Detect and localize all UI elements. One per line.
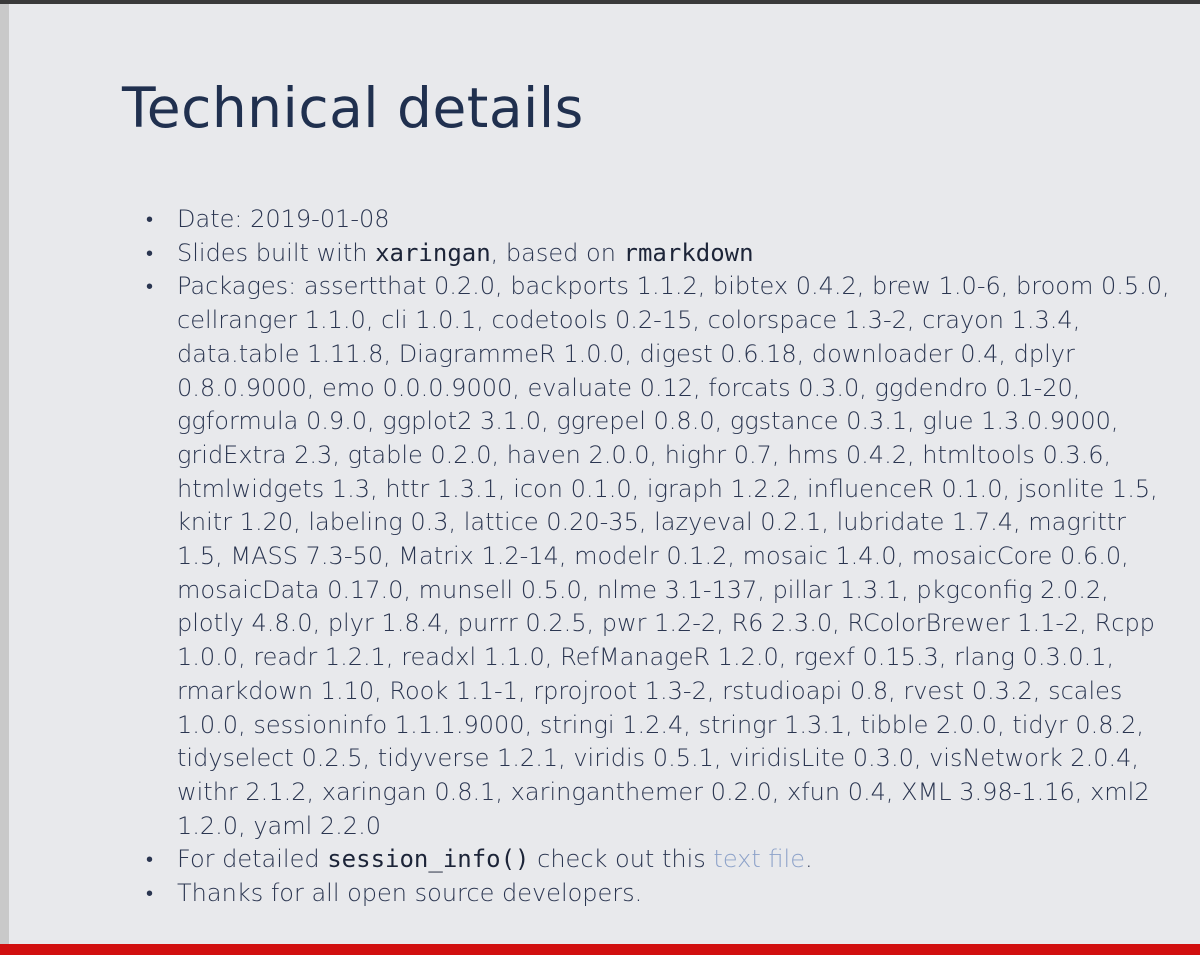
packages-text: Packages: assertthat 0.2.0, backports 1.1.2, bibtex 0.4.2, brew 1.0-6, broom 0.5.0, cellranger 1.1.0, cli 1.0.1, codetools 0.2-15, colorspace 1.3-2, crayon 1.3.4, data.table 1.11.8, DiagrammeR 1.0.0, digest 0.6.18, downloader 0.4, dplyr 0.8.0.9000, emo 0.0.0.9000, evaluate 0.12, forcats 0.3.0, ggdendro 0.1-20, ggformula 0.9.0, ggplot2 3.1.0, ggrepel 0.8.0, ggstance 0.3.1, glue 1.3.0.9000, gridExtra 2.3, gtable 0.2.0, haven 2.0.0, highr 0.7, hms 0.4.2, htmltools 0.3.6, htmlwidgets 1.3, httr 1.3.1, icon 0.1.0, igraph 1.2.2, influenceR 0.1.0, jsonlite 1.5, knitr 1.20, labeling 0.3, lattice 0.20-35, lazyeval 0.2.1, lubridate 1.7.4, magrittr 1.5, MASS 7.3-50, Matrix 1.2-14, modelr 0.1.2, mosaic 1.4.0, mosaicCore 0.6.0, mosaicData 0.17.0, munsell 0.5.0, nlme 3.1-137, pillar 1.3.1, pkgconfig 2.0.2, plotly 4.8.0, plyr 1.8.4, purrr 0.2.5, pwr 1.2-2, R6 2.3.0, RColorBrewer 1.1-2, Rcpp 1.0.0, readr 1.2.1, readxl 1.1.0, RefManageR 1.2.0, rgexf 0.15.3, rlang 0.3.0.1, rmarkdown 1.10, Rook 1.1-1, rprojroot 1.3-2, rstudioapi 0.8, rvest 0.3.2, scales 1.0.0, sessioninfo 1.1.1.9000, stringi 1.2.4, stringr 1.3.1, tibble 2.0.0, tidyr 0.8.2, tidyselect 0.2.5, tidyverse 1.2.1, viridis 0.5.1, viridisLite 0.3.0, visNetwork 2.0.4, withr 2.1.2, xaringan 0.8.1, xaringanthemer 0.2.0, xfun 0.4, XML 3.98-1.16, xml2 1.2.0, yaml 2.2.0 [177, 272, 1170, 840]
list-item-slides [146, 237, 1177, 271]
slides-prefix: Slides built with [177, 238, 376, 267]
details-list [146, 203, 1177, 911]
list-item-session [146, 843, 1177, 877]
session-middle: check out this [529, 845, 714, 874]
text-file-link[interactable]: text file [713, 845, 805, 874]
session-suffix: . [804, 845, 813, 874]
slide-left-edge [0, 4, 9, 944]
slides-middle: , based on [490, 238, 624, 267]
slide [9, 4, 1200, 944]
thanks-text: Thanks for all open source developers. [177, 879, 643, 908]
bullet-icon: • [146, 274, 154, 299]
slide-title: Technical details [122, 76, 584, 140]
list-item-packages [146, 270, 1177, 843]
progress-bar [0, 944, 1200, 955]
bullet-icon: • [146, 881, 154, 906]
session-prefix: For detailed [177, 845, 328, 874]
bullet-icon: • [146, 207, 154, 231]
bullet-icon: • [146, 847, 154, 872]
list-item-thanks [146, 877, 1177, 911]
list-item-date [146, 203, 1177, 237]
session-info-code: session_info() [327, 845, 530, 874]
xaringan-code: xaringan [375, 238, 491, 267]
bullet-icon: • [146, 240, 154, 265]
rmarkdown-code: rmarkdown [623, 238, 754, 267]
date-text: Date: 2019-01-08 [177, 205, 390, 233]
